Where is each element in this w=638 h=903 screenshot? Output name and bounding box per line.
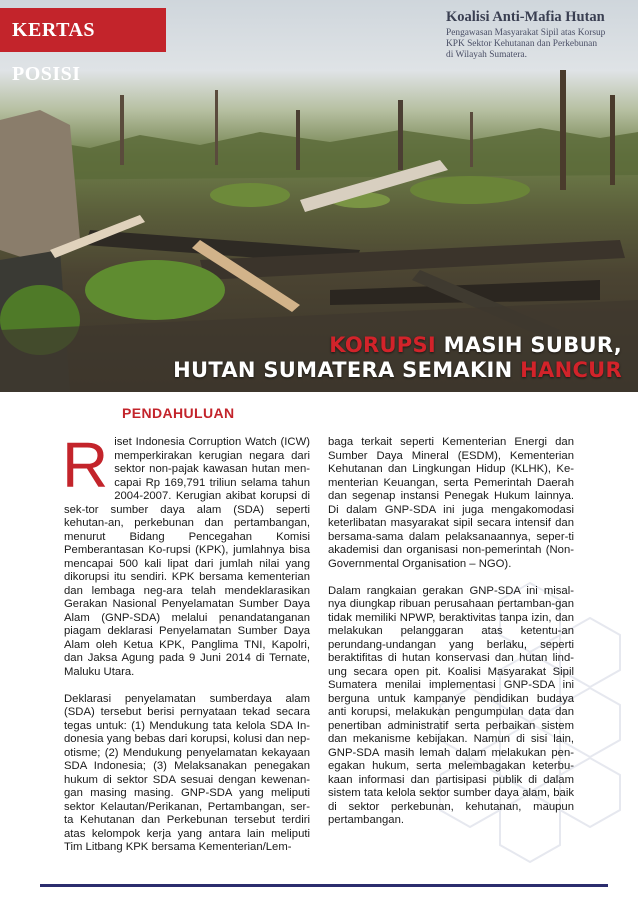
right-column <box>328 436 574 841</box>
drop-cap: R <box>62 429 109 501</box>
headline <box>173 333 622 383</box>
footer-rule <box>40 884 608 887</box>
coalition-line-1: Pengawasan Masyarakat Sipil atas Korsup <box>446 28 606 38</box>
right-paragraph-1: baga terkait seperti Kementerian Energi dan Sumber Daya Mineral (ESDM), Kementerian Kehutanan dan Lingkungan Hidup (KLHK), Ke-menterian Keuangan, serta Pemerintah Daerah dan segenap instansi Penegak Hukum lainnya. Di dalam GNP-SDA ini juga mengakomodasi keterlibatan masyarakat sipil secara intensif dan bersama-sama dalam pelaksanaannya, seper-ti akademisi dan organisasi non-pemerintah (Non-Governmental Organisation – NGO). <box>328 436 574 570</box>
headline-line-2-rest: HUTAN SUMATERA SEMAKIN <box>173 358 521 382</box>
headline-line-1 <box>173 333 622 358</box>
section-title: PENDAHULUAN <box>122 405 235 421</box>
coalition-line-3: di Wilayah Sumatera. <box>446 50 527 60</box>
headline-line-1-rest: MASIH SUBUR, <box>436 333 622 357</box>
headline-word-hancur: HANCUR <box>520 358 622 382</box>
left-column <box>62 429 310 868</box>
left-paragraph-2: Deklarasi penyelamatan sumberdaya alam (SDA) tersebut berisi pernyataan tekad secara tegas untuk: (1) Mendukung tata kelola SDA In-donesia yang bebas dari korupsi, kolusi dan nep-otisme; (2) Mendukung penyelamatan kekayaan SDA Indonesia; (3) Melaksanakan penegakan hukum di sektor SDA sesuai dengan kewenan-gan masing masing. GNP-SDA yang meliputi sektor Kelautan/Perikanan, Pertambangan, ser-ta Kehutanan dan Perkebunan tersebut terdiri atas kelompok kerja yang antara lain meliputi Tim Litbang KPK bersama Kementerian/Lem- <box>64 692 310 853</box>
headline-word-korupsi: KORUPSI <box>329 333 437 357</box>
document-type-badge: KERTAS POSISI <box>0 8 166 52</box>
coalition-line-2: KPK Sektor Kehutanan dan Perkebunan <box>446 39 598 49</box>
right-paragraph-2: Dalam rangkaian gerakan GNP-SDA ini misal-nya diungkap ribuan perusahaan pertamban-gan tidak memiliki NPWP, beraktivitas tanpa izin, dan melakukan pelanggaran atas ketentu-an perundang-undangan yang berlaku, seperti beraktifitas di hutan konservasi dan hutan lind-ung secara open pit. Koalisi Masyarakat Sipil Sumatera menilai implementasi GNP-SDA ini berguna untuk kampanye pendidikan budaya anti korupsi, melakukan pengumpulan data dan penertiban administratif serta perbaikan sistem dan mekanisme kebijakan. Namun di sisi lain, GNP-SDA masih lemah dalam melakukan pen-egakan hukum, serta melembagakan keterbu-kaan informasi dan partisipasi publik di dalam sistem tata kelola sektor sumber daya alam, baik di sektor perkebunan, kehutanan, maupun pertambangan. <box>328 584 574 826</box>
coalition-block <box>446 8 632 61</box>
left-paragraph-1-text: iset Indonesia Corruption Watch (ICW) memperkirakan kerugian negara dari sektor non-pajak kawasan hutan men-capai Rp 169,791 triliun selama tahun 2004-2007. Kerugian akibat korupsi di sek-tor sumber daya alam (SDA) seperti kehutan-an, perkebunan dan pertambangan, menurut Bidang Pencegahan Komisi Pemberantasan Ko-rupsi (KPK), jumlahnya bisa mencapai 500 kali lipat dari jumlah nilai yang dikorupsi itu sendiri. KPK bersama kementerian dan lembaga neg-ara telah mendeklarasikan Gerakan Nasional Penyelamatan Sumber Daya Alam (GNP-SDA) melalui penandatanganan piagam deklarasi Penyelamatan Sumber Daya Alam oleh Ketua KPK, Panglima TNI, Kapolri, dan Jaksa Agung pada 9 Juni 2014 di Ternate, Maluku Utara. <box>64 436 310 678</box>
headline-line-2 <box>173 358 622 383</box>
hero-photo-deforested-land <box>0 0 638 392</box>
left-paragraph-1 <box>62 429 310 679</box>
coalition-title: Koalisi Anti-Mafia Hutan <box>446 9 605 25</box>
